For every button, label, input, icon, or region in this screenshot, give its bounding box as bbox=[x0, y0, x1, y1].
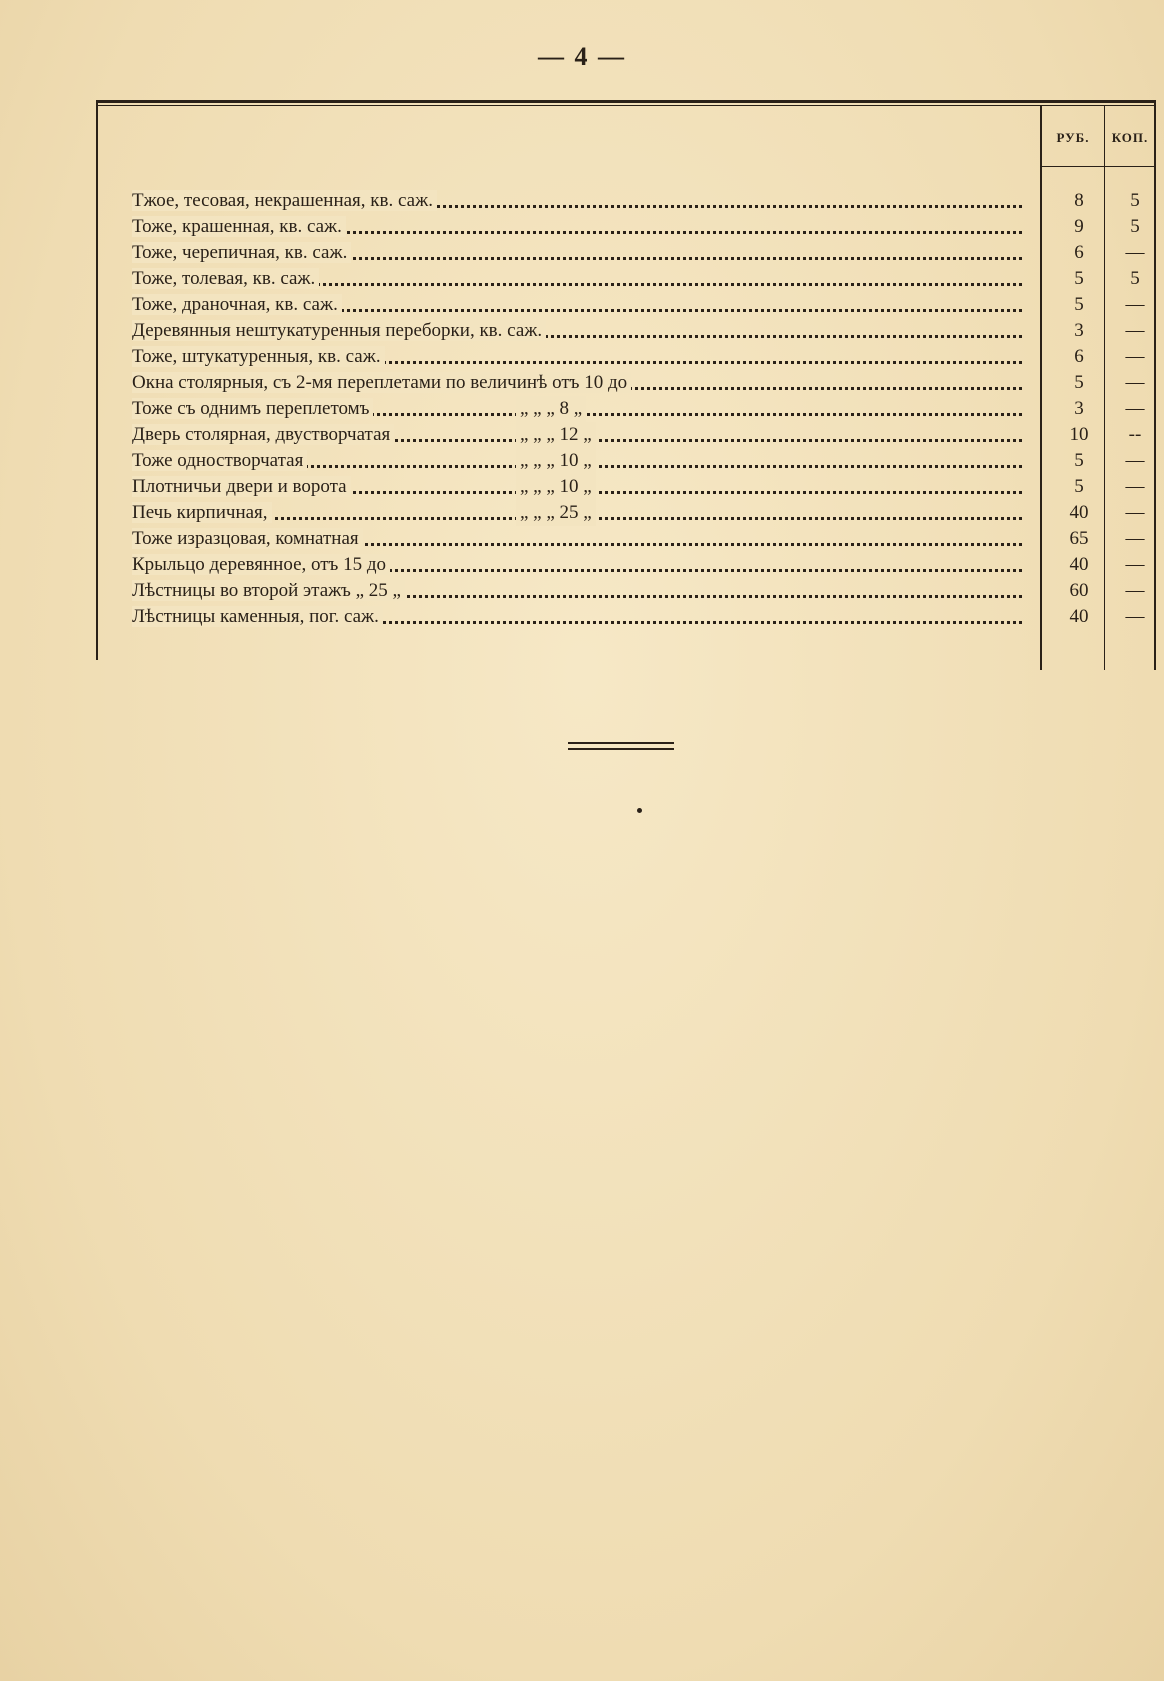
row-ditto: „ „ „ 8 „ bbox=[516, 396, 586, 422]
row-rub: 60 bbox=[1069, 580, 1089, 601]
table-right-border bbox=[1154, 100, 1156, 670]
row-rub: 5 bbox=[1074, 294, 1084, 315]
row-rub: 3 bbox=[1074, 398, 1084, 419]
row-rub: 5 bbox=[1074, 450, 1084, 471]
table-top-rule bbox=[96, 100, 1154, 103]
row-rub: 6 bbox=[1074, 242, 1084, 263]
table-top-rule-thin bbox=[96, 105, 1154, 106]
row-ditto: „ „ „ 12 „ bbox=[516, 422, 596, 448]
row-rub: 6 bbox=[1074, 346, 1084, 367]
row-kop: — bbox=[1125, 242, 1145, 263]
row-rub: 40 bbox=[1069, 502, 1089, 523]
row-kop: — bbox=[1125, 450, 1145, 471]
row-kop: — bbox=[1125, 320, 1145, 341]
row-ditto: „ „ „ 10 „ bbox=[516, 474, 596, 500]
ink-speck bbox=[637, 808, 642, 813]
row-rub: 65 bbox=[1069, 528, 1089, 549]
row-label: Тоже, драночная, кв. саж. bbox=[132, 294, 342, 315]
row-rub: 5 bbox=[1074, 372, 1084, 393]
row-rub: 8 bbox=[1074, 190, 1084, 211]
row-label: Тжое, тесовая, некрашенная, кв. саж. bbox=[132, 190, 437, 211]
row-kop: — bbox=[1125, 372, 1145, 393]
row-rub: 10 bbox=[1069, 424, 1089, 445]
row-label: Тоже, толевая, кв. саж. bbox=[132, 268, 319, 289]
row-label: Лѣстницы во второй этажъ „ 25 „ bbox=[132, 580, 405, 601]
row-label: Тоже, крашенная, кв. саж. bbox=[132, 216, 346, 237]
row-rub: 9 bbox=[1074, 216, 1084, 237]
section-end-rule-lower bbox=[568, 748, 674, 750]
row-kop: — bbox=[1125, 606, 1145, 627]
row-label: Тоже, штукатуренныя, кв. саж. bbox=[132, 346, 385, 367]
row-kop: -- bbox=[1128, 424, 1142, 445]
row-kop: — bbox=[1125, 476, 1145, 497]
row-kop: 5 bbox=[1130, 190, 1140, 211]
row-kop: — bbox=[1125, 580, 1145, 601]
row-label: Печь кирпичная, bbox=[132, 502, 272, 523]
row-ditto: „ „ „ 25 „ bbox=[516, 500, 596, 526]
row-kop: 5 bbox=[1130, 216, 1140, 237]
column-header-rub: РУБ. bbox=[1056, 130, 1090, 145]
row-rub: 40 bbox=[1069, 554, 1089, 575]
row-kop: 5 bbox=[1130, 268, 1140, 289]
row-label: Крыльцо деревянное, отъ 15 до bbox=[132, 554, 390, 575]
row-ditto: „ „ „ 10 „ bbox=[516, 448, 596, 474]
table-left-border bbox=[96, 100, 98, 660]
section-end-rule bbox=[568, 742, 674, 744]
row-rub: 3 bbox=[1074, 320, 1084, 341]
row-kop: — bbox=[1125, 294, 1145, 315]
row-kop: — bbox=[1125, 554, 1145, 575]
row-label: Дверь столярная, двустворчатая bbox=[132, 424, 394, 445]
row-kop: — bbox=[1125, 346, 1145, 367]
row-label: Тоже одностворчатая bbox=[132, 450, 307, 471]
row-kop: — bbox=[1125, 502, 1145, 523]
page-number: — 4 — bbox=[538, 42, 626, 71]
row-label: Окна столярныя, съ 2-мя переплетами по величинѣ отъ 10 до bbox=[132, 372, 631, 393]
column-header-kop: КОП. bbox=[1111, 130, 1149, 145]
row-label: Тоже, черепичная, кв. саж. bbox=[132, 242, 351, 263]
row-label: Деревянныя нештукатуренныя переборки, кв. саж. bbox=[132, 320, 546, 341]
row-rub: 5 bbox=[1074, 476, 1084, 497]
row-label: Тоже изразцовая, комнатная bbox=[132, 528, 363, 549]
rub-column-left-border bbox=[1040, 105, 1042, 670]
row-rub: 5 bbox=[1074, 268, 1084, 289]
row-rub: 40 bbox=[1069, 606, 1089, 627]
row-kop: — bbox=[1125, 528, 1145, 549]
row-label: Тоже съ однимъ переплетомъ bbox=[132, 398, 373, 419]
row-label: Лѣстницы каменныя, пог. саж. bbox=[132, 606, 383, 627]
row-label: Плотничьи двери и ворота bbox=[132, 476, 351, 497]
row-kop: — bbox=[1125, 398, 1145, 419]
column-header-rule bbox=[1040, 166, 1154, 167]
